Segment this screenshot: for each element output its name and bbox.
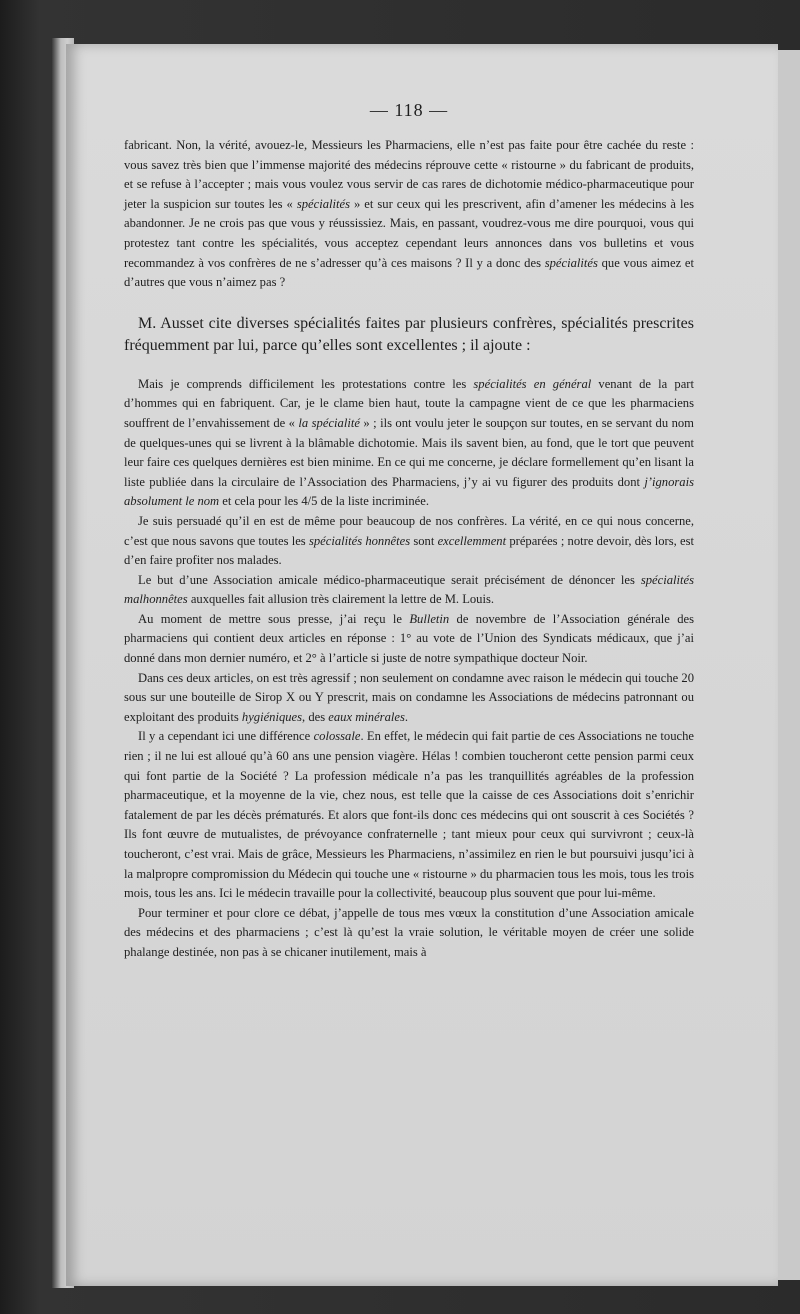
body-paragraph [124,512,694,571]
body-paragraph [124,610,694,669]
italic-text: spécialités [544,255,598,270]
text-run: et cela pour les 4/5 de la liste incriminée. [219,494,429,509]
text-run: venant de la part d’hommes qui en fabriquent. Car, je le clame bien haut, toute la campagne vient de ce que les pharmaciens souffrent de l’envahissement de « [124,376,694,430]
summary-paragraph [124,313,694,357]
text-run: sont [410,533,438,548]
page-number: — 118 — [369,100,449,120]
text-run: fabricant. Non, la vérité, avouez-le, Messieurs les Pharmaciens, elle n’est pas faite pour être cachée du reste : vous savez très bien que l’immense majorité des médecins réprouve cette « ristourne » du fabricant de produits, et se refuse à l’accepter ; mais vous voulez vous servir de cas rares de dichotomie médico-pharmaceutique pour jeter la suspicion sur toutes les « [124,138,694,211]
body-paragraph [124,136,694,293]
paragraph-list [124,136,694,963]
body-paragraph [124,375,694,512]
italic-text: spécialités honnêtes [308,533,411,548]
body-paragraph [124,904,694,963]
text-run: Je suis persuadé qu’il en est de même pour beaucoup de nos confrères. La vérité, en ce qui nous concerne, c’est que nous savons que toutes les [124,513,694,548]
italic-text: spécialités malhonnêtes [124,572,694,607]
text-run: Il y a cependant ici une différence [138,729,314,744]
italic-text: Bulletin [409,611,450,626]
text-run: . [404,709,409,724]
text-run: M. Ausset cite diverses spécialités faites par plusieurs confrères, spécialités prescrites fréquemment par lui, parce qu’elles sont excellentes ; il ajoute : [124,314,694,354]
italic-text: spécialités en général [473,376,592,391]
text-run: Pour terminer et pour clore ce débat, j’appelle de tous mes vœux la constitution d’une Association amicale des médecins et des pharmaciens ; c’est là qu’est la vraie solution, le véritable moyen de créer une solide phalange destinée, non pas à se chicaner inutilement, mais à [124,905,694,959]
italic-text: j’ignorais absolument le nom [124,474,694,509]
adjacent-page-edge [778,50,800,1280]
text-run: Le but d’une Association amicale médico-pharmaceutique serait précisément de dénoncer les [138,572,641,587]
text-run: que vous aimez et d’autres que vous n’aimez pas ? [124,255,694,290]
italic-text: eaux minérales [328,709,405,724]
text-run: Mais je comprends difficilement les protestations contre les [138,376,474,391]
italic-text: excellemment [437,533,507,548]
text-run: . En effet, le médecin qui fait partie de ces Associations ne touche rien ; il ne lui est alloué qu’à 60 ans une pension viagère. Hélas ! combien toucheront cette pension parmi ceux qui font partie de la Société ? La profession médicale n’a pas les tranquillités agréables de la profession pharmaceutique, et la moyenne de la vie, chez nous, est telle que la caisse de ces Associations doit s’enrichir fatalement de par les décès prématurés. Et alors que font-ils donc ces médecins qui ont souscrit à ces Sociétés ? Ils font œuvre de mutualistes, de prévoyance confraternelle ; tant mieux pour ceux qui survivront ; ceux-là toucheront, c’est vrai. Mais de grâce, Messieurs les Pharmaciens, n’assimilez en rien le but poursuivi jusqu’ici à la malpropre compromission du Médecin qui touche une « ristourne » du pharmacien tous les mois, tous les trois mois, tous les ans. Ici le médecin travaille pour la collectivité, beaucoup plus souvent que pour lui-même. [124,729,694,901]
body-paragraph [124,669,694,728]
text-run: de novembre de l’Association générale des pharmaciens qui contient deux articles en réponse : 1° au vote de l’Union des Syndicats médicaux, que j’ai donné dans mon dernier numéro, et 2° à l’article si juste de notre sympathique docteur Noir. [124,611,694,666]
text-run: auxquelles fait allusion très clairement la lettre de M. Louis. [187,592,495,607]
body-paragraph [124,727,694,903]
italic-text: la spécialité [298,415,360,430]
italic-text: colossale [313,729,361,744]
text-run: » et sur ceux qui les prescrivent, afin d’amener les médecins à les abandonner. Je ne crois pas que vous y réussissiez. Mais, en passant, voudrez-vous me dire pourquoi, vous qui protestez tant contre les spécialités, vous acceptez cependant leurs annonces dans vos bulletins et vous recommandez à vos confrères de ne s’adresser qu’à ces maisons ? Il y a donc des [124,196,694,270]
text-run: préparées ; notre devoir, dès lors, est d’en faire profiter nos malades. [124,533,695,568]
text-run: Au moment de mettre sous presse, j’ai reçu le [138,611,410,626]
body-paragraph [124,571,694,610]
italic-text: hygiéniques [241,709,303,724]
text-run: Dans ces deux articles, on est très agressif ; non seulement on condamne avec raison le médecin qui touche 20 sous sur une bouteille de Sirop X ou Y prescrit, mais on condamne les Associations de médecins patronnant ou exploitant des produits [124,670,694,724]
italic-text: spécialités [296,196,350,211]
page-text-block [124,100,694,963]
text-run: , des [302,709,329,724]
text-run: » ; ils ont voulu jeter le soupçon sur toutes, en se servant du nom de quelques-unes qui se livrent à la blâmable dichotomie. Mais ils savent bien, au fond, que le tort que peuvent leur faire ces quelques dernières est bien minime. En ce qui me concerne, je déclare formellement qu’en lisant la liste publiée dans la circulaire de l’Association des Pharmaciens, j’y ai vu figurer des produits dont [124,415,694,489]
